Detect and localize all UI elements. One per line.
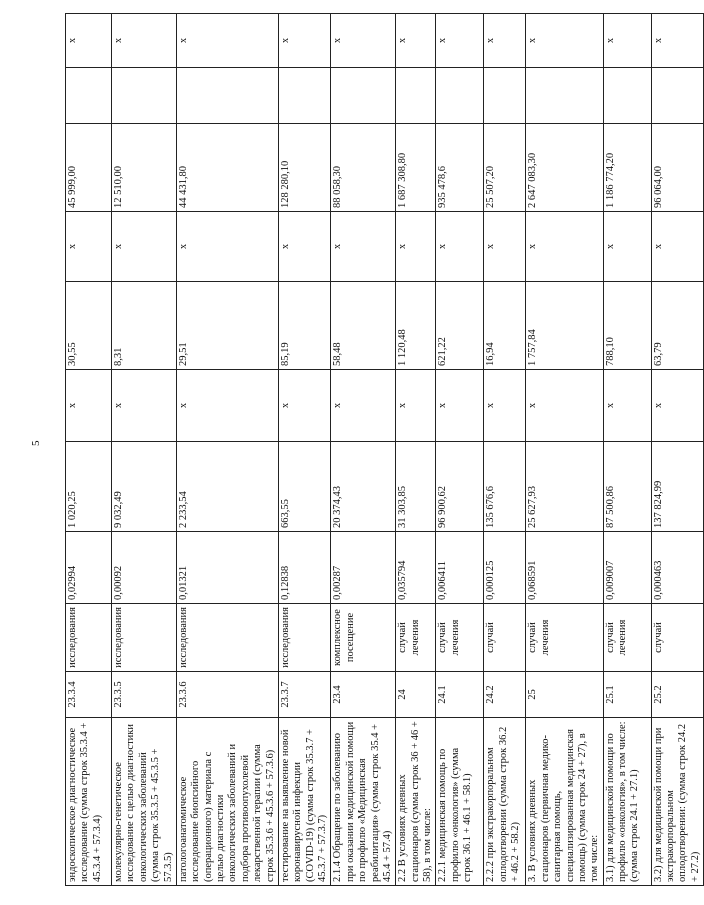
cell-x: х (484, 14, 526, 68)
cell-x: х (651, 370, 704, 442)
table-body (66, 14, 704, 886)
per-capita-norm: 621,22 (436, 282, 484, 370)
total-cost: 1 186 774,20 (603, 124, 651, 212)
row-name: патологоанатомическое исследование биопсийного (операционного) материала с целью диагностики онкологических заболеваний и подбора противоопухолевой лекарственной терапии (сумма строк 35.3.6 + 45.3.6 + 57.3.6) (176, 718, 278, 886)
financial-norms-table (65, 13, 704, 886)
unit: случай (651, 604, 704, 672)
line-number: 23.3.7 (278, 672, 331, 718)
cell-x: х (396, 212, 436, 282)
cell-x: х (331, 14, 396, 68)
volume-norm: 0,006411 (436, 532, 484, 604)
cost-norm: 31 303,85 (396, 442, 436, 532)
total-cost: 2 647 083,30 (526, 124, 603, 212)
cell-x: х (526, 14, 603, 68)
cell-empty (396, 68, 436, 124)
per-capita-norm: 1 757,84 (526, 282, 603, 370)
line-number: 23.3.5 (112, 672, 177, 718)
table-row (484, 14, 526, 886)
unit: случай лечения (396, 604, 436, 672)
cost-norm: 9 032,49 (112, 442, 177, 532)
line-number: 24.2 (484, 672, 526, 718)
volume-norm: 0,12838 (278, 532, 331, 604)
unit: случай лечения (436, 604, 484, 672)
row-name: 3.1) для медицинской помощи по профилю «онкология», в том числе: (сумма строк 24.1 + 27.1) (603, 718, 651, 886)
cell-empty (331, 68, 396, 124)
cost-norm: 663,55 (278, 442, 331, 532)
cell-x: х (396, 14, 436, 68)
cell-empty (112, 68, 177, 124)
cell-empty (526, 68, 603, 124)
cost-norm: 137 824,99 (651, 442, 704, 532)
table-row (436, 14, 484, 886)
volume-norm: 0,009007 (603, 532, 651, 604)
per-capita-norm: 63,79 (651, 282, 704, 370)
row-name: тестирование на выявление новой коронавирусной инфекции (COVID-19) (сумма строк 35.3.7 + 45.3.7 + 57.3.7) (278, 718, 331, 886)
line-number: 23.3.4 (66, 672, 112, 718)
table-row (66, 14, 112, 886)
total-cost: 935 478,6 (436, 124, 484, 212)
cell-empty (651, 68, 704, 124)
table-row (331, 14, 396, 886)
cell-x: х (176, 212, 278, 282)
cost-norm: 87 500,86 (603, 442, 651, 532)
total-cost: 88 058,30 (331, 124, 396, 212)
cell-empty (176, 68, 278, 124)
unit: исследования (66, 604, 112, 672)
rotated-table-container (65, 14, 701, 886)
cell-x: х (112, 212, 177, 282)
per-capita-norm: 29,51 (176, 282, 278, 370)
cell-x: х (66, 212, 112, 282)
volume-norm: 0,000463 (651, 532, 704, 604)
volume-norm: 0,01321 (176, 532, 278, 604)
cell-x: х (436, 14, 484, 68)
cell-x: х (396, 370, 436, 442)
line-number: 24 (396, 672, 436, 718)
per-capita-norm: 85,19 (278, 282, 331, 370)
cost-norm: 25 627,93 (526, 442, 603, 532)
volume-norm: 0,00287 (331, 532, 396, 604)
volume-norm: 0,02994 (66, 532, 112, 604)
cell-x: х (651, 212, 704, 282)
total-cost: 12 510,00 (112, 124, 177, 212)
table-row (603, 14, 651, 886)
per-capita-norm: 58,48 (331, 282, 396, 370)
total-cost: 45 999,00 (66, 124, 112, 212)
cell-x: х (651, 14, 704, 68)
table-row (278, 14, 331, 886)
line-number: 25.1 (603, 672, 651, 718)
row-name: молекулярно-генетическое исследование с целью диагностики онкологических заболеваний (сумма строк 35.3.5 + 45.3.5 + 57.3.5) (112, 718, 177, 886)
total-cost: 1 687 308,80 (396, 124, 436, 212)
cell-x: х (278, 14, 331, 68)
cell-x: х (484, 212, 526, 282)
row-name: 3. В условиях дневных стационаров (первичная медико-санитарная помощь, специализированная медицинская помощь) (сумма строк 24 + 27), в том числе: (526, 718, 603, 886)
volume-norm: 0,00092 (112, 532, 177, 604)
cost-norm: 20 374,43 (331, 442, 396, 532)
line-number: 23.3.6 (176, 672, 278, 718)
row-name: эндоскопическое диагностическое исследование (сумма строк 35.3.4 + 45.3.4 + 57.3.4) (66, 718, 112, 886)
cell-x: х (526, 370, 603, 442)
cost-norm: 2 233,54 (176, 442, 278, 532)
cost-norm: 135 676,6 (484, 442, 526, 532)
per-capita-norm: 788,10 (603, 282, 651, 370)
unit: исследования (278, 604, 331, 672)
table-row (651, 14, 704, 886)
table-row (112, 14, 177, 886)
per-capita-norm: 8,31 (112, 282, 177, 370)
cell-x: х (278, 370, 331, 442)
cell-x: х (112, 370, 177, 442)
unit: случай лечения (526, 604, 603, 672)
cell-x: х (436, 212, 484, 282)
line-number: 24.1 (436, 672, 484, 718)
unit: исследования (176, 604, 278, 672)
unit: исследования (112, 604, 177, 672)
cell-x: х (603, 370, 651, 442)
cell-x: х (603, 14, 651, 68)
total-cost: 96 064,00 (651, 124, 704, 212)
total-cost: 44 431,80 (176, 124, 278, 212)
line-number: 25.2 (651, 672, 704, 718)
cell-x: х (331, 370, 396, 442)
row-name: 2.2.1 медицинская помощь по профилю «онкология» (сумма строк 36.1 + 46.1 + 58.1) (436, 718, 484, 886)
row-name: 3.2) для медицинской помощи при экстракорпоральном оплодотворении: (сумма строк 24.2 + 27.2) (651, 718, 704, 886)
cost-norm: 96 900,62 (436, 442, 484, 532)
volume-norm: 0,000125 (484, 532, 526, 604)
table-row (176, 14, 278, 886)
cell-x: х (66, 370, 112, 442)
cell-x: х (484, 370, 526, 442)
unit: случай (484, 604, 526, 672)
line-number: 23.4 (331, 672, 396, 718)
unit: случай лечения (603, 604, 651, 672)
cell-empty (436, 68, 484, 124)
unit: комплексное посещение (331, 604, 396, 672)
cell-x: х (331, 212, 396, 282)
per-capita-norm: 30,55 (66, 282, 112, 370)
cell-x: х (526, 212, 603, 282)
cell-x: х (436, 370, 484, 442)
cell-x: х (176, 370, 278, 442)
row-name: 2.1.4 Обращение по заболеванию при оказании медицинской помощи по профилю «Медицинская реабилитация» (сумма строк 35.4 + 45.4 + 57.4) (331, 718, 396, 886)
volume-norm: 0,068591 (526, 532, 603, 604)
cell-empty (484, 68, 526, 124)
total-cost: 25 507,20 (484, 124, 526, 212)
row-name: 2.2 В условиях дневных стационаров (сумма строк 36 + 46 + 58), в том числе: (396, 718, 436, 886)
table-row (526, 14, 603, 886)
cell-empty (278, 68, 331, 124)
cell-empty (603, 68, 651, 124)
cell-x: х (66, 14, 112, 68)
cell-x: х (112, 14, 177, 68)
per-capita-norm: 1 120,48 (396, 282, 436, 370)
row-name: 2.2.2 при экстракорпоральном оплодотворении (сумма строк 36.2 + 46.2 + 58.2) (484, 718, 526, 886)
cell-x: х (278, 212, 331, 282)
cost-norm: 1 020,25 (66, 442, 112, 532)
page-number: 5 (30, 440, 42, 446)
per-capita-norm: 16,94 (484, 282, 526, 370)
cell-x: х (603, 212, 651, 282)
total-cost: 128 280,10 (278, 124, 331, 212)
cell-empty (66, 68, 112, 124)
cell-x: х (176, 14, 278, 68)
line-number: 25 (526, 672, 603, 718)
table-row (396, 14, 436, 886)
volume-norm: 0,035794 (396, 532, 436, 604)
